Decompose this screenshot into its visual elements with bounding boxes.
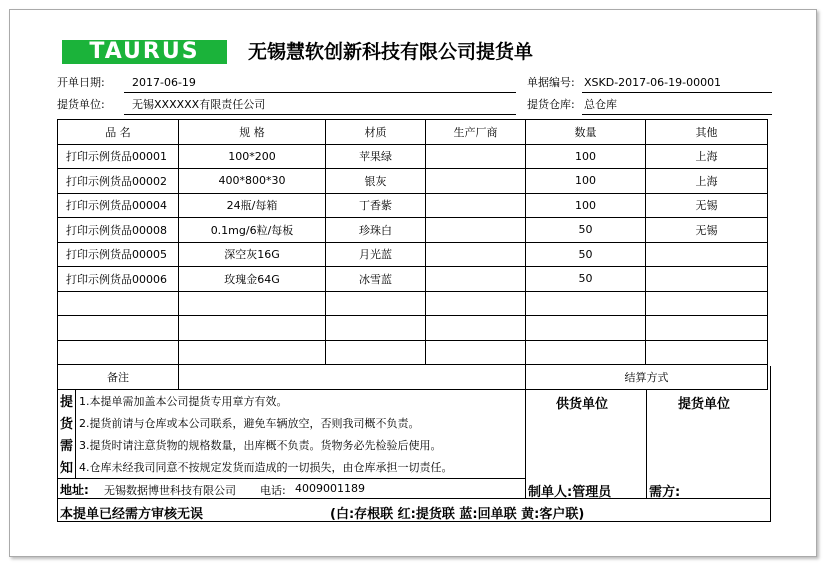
cell-maker — [426, 291, 526, 316]
goods-table — [57, 119, 768, 390]
doc-no-value: XSKD-2017-06-19-00001 — [584, 76, 722, 89]
table-row — [58, 193, 768, 218]
cell-name: 打印示例货品00002 — [58, 169, 179, 194]
cell-other — [646, 340, 768, 365]
parties-divider — [646, 389, 647, 498]
col-header-name: 品 名 — [58, 120, 179, 145]
cell-spec: 0.1mg/6粒/每板 — [179, 218, 326, 243]
unit-value: 无锡XXXXXX有限责任公司 — [132, 98, 266, 111]
cell-maker — [426, 218, 526, 243]
cell-qty: 50 — [526, 242, 646, 267]
cell-material: 苹果绿 — [326, 144, 426, 169]
col-header-qty: 数量 — [526, 120, 646, 145]
table-row — [58, 169, 768, 194]
cell-name: 打印示例货品00005 — [58, 242, 179, 267]
col-header-maker: 生产厂商 — [426, 120, 526, 145]
cell-name — [58, 316, 179, 341]
cell-name — [58, 340, 179, 365]
address-value: 无锡数据博世科技有限公司 — [104, 484, 236, 497]
table-header-row — [58, 120, 768, 145]
cell-spec: 玫瑰金64G — [179, 267, 326, 292]
receiver-label: 提货单位 — [678, 397, 731, 412]
cell-maker — [426, 242, 526, 267]
phone-value: 4009001189 — [295, 482, 365, 495]
cell-material — [326, 340, 426, 365]
date-underline — [124, 92, 516, 93]
notice-side-char-4: 知 — [60, 461, 74, 476]
notice-side-char-2: 货 — [60, 417, 74, 432]
address-top-line — [57, 478, 525, 479]
cell-spec — [179, 291, 326, 316]
col-header-material: 材质 — [326, 120, 426, 145]
cell-spec: 深空灰16G — [179, 242, 326, 267]
cell-spec: 400*800*30 — [179, 169, 326, 194]
notice-side-char-3: 需 — [60, 439, 74, 454]
notice-line-2: 2.提货前请与仓库或本公司联系，避免车辆放空，否则我司概不负责。 — [79, 417, 420, 430]
cell-material: 银灰 — [326, 169, 426, 194]
col-header-other: 其他 — [646, 120, 768, 145]
notice-line-1: 1.本提单需加盖本公司提货专用章方有效。 — [79, 395, 288, 408]
unit-label: 提货单位: — [57, 98, 105, 111]
cell-maker — [426, 193, 526, 218]
cell-maker — [426, 316, 526, 341]
warehouse-label: 提货仓库: — [527, 98, 575, 111]
cell-spec: 100*200 — [179, 144, 326, 169]
cell-name: 打印示例货品00004 — [58, 193, 179, 218]
cell-qty — [526, 291, 646, 316]
cell-other — [646, 242, 768, 267]
maker-label: 制单人:管理员 — [528, 485, 612, 500]
notice-line-4: 4.仓库未经我司同意不按规定发货而造成的一切损失，由仓库承担一切责任。 — [79, 461, 453, 474]
approval-notice: 本提单已经需方审核无误 — [60, 507, 204, 522]
cell-qty: 100 — [526, 144, 646, 169]
copies-legend: (白:存根联 红:提货联 蓝:回单联 黄:客户联) — [330, 507, 585, 522]
notice-line-3: 3.提货时请注意货物的规格数量，出库概不负责。货物务必先检验后使用。 — [79, 439, 442, 452]
cell-other — [646, 267, 768, 292]
date-label: 开单日期: — [57, 76, 105, 89]
notice-right-divider — [525, 389, 526, 498]
table-row — [58, 144, 768, 169]
address-label: 地址: — [60, 483, 89, 497]
cell-spec — [179, 316, 326, 341]
cell-maker — [426, 340, 526, 365]
table-row — [58, 340, 768, 365]
doc-no-label: 单据编号: — [527, 76, 575, 89]
cell-qty: 50 — [526, 267, 646, 292]
cell-maker — [426, 169, 526, 194]
table-row — [58, 242, 768, 267]
date-value: 2017-06-19 — [132, 76, 196, 89]
cell-maker — [426, 267, 526, 292]
cell-material: 冰雪蓝 — [326, 267, 426, 292]
cell-other: 上海 — [646, 144, 768, 169]
cell-qty: 100 — [526, 169, 646, 194]
warehouse-underline — [582, 114, 772, 115]
phone-label: 电话: — [260, 484, 286, 497]
cell-name: 打印示例货品00001 — [58, 144, 179, 169]
taurus-logo: TAURUS — [62, 40, 227, 64]
cell-spec: 24瓶/每箱 — [179, 193, 326, 218]
remarks-label: 备注 — [58, 365, 179, 390]
cell-material — [326, 291, 426, 316]
cell-other: 无锡 — [646, 193, 768, 218]
col-header-spec: 规 格 — [179, 120, 326, 145]
cell-maker — [426, 144, 526, 169]
table-row — [58, 316, 768, 341]
page-title: 无锡慧软创新科技有限公司提货单 — [248, 41, 534, 63]
cell-material — [326, 316, 426, 341]
cell-other — [646, 291, 768, 316]
cell-qty — [526, 340, 646, 365]
table-row — [58, 218, 768, 243]
warehouse-value: 总仓库 — [584, 98, 617, 111]
cell-other — [646, 316, 768, 341]
cell-name: 打印示例货品00008 — [58, 218, 179, 243]
notice-side-char-1: 提 — [60, 395, 74, 410]
cell-name — [58, 291, 179, 316]
cell-material: 丁香紫 — [326, 193, 426, 218]
table-row — [58, 267, 768, 292]
cell-name: 打印示例货品00006 — [58, 267, 179, 292]
doc-no-underline — [582, 92, 772, 93]
cell-other: 无锡 — [646, 218, 768, 243]
notice-side-divider — [75, 389, 76, 478]
cell-spec — [179, 340, 326, 365]
buyer-label: 需方: — [649, 485, 681, 500]
table-row — [58, 291, 768, 316]
cell-qty: 100 — [526, 193, 646, 218]
cell-material: 月光蓝 — [326, 242, 426, 267]
supplier-label: 供货单位 — [556, 397, 609, 412]
cell-qty — [526, 316, 646, 341]
unit-underline — [124, 114, 516, 115]
cell-material: 珍珠白 — [326, 218, 426, 243]
cell-other: 上海 — [646, 169, 768, 194]
settlement-label: 结算方式 — [526, 365, 768, 390]
cell-qty: 50 — [526, 218, 646, 243]
